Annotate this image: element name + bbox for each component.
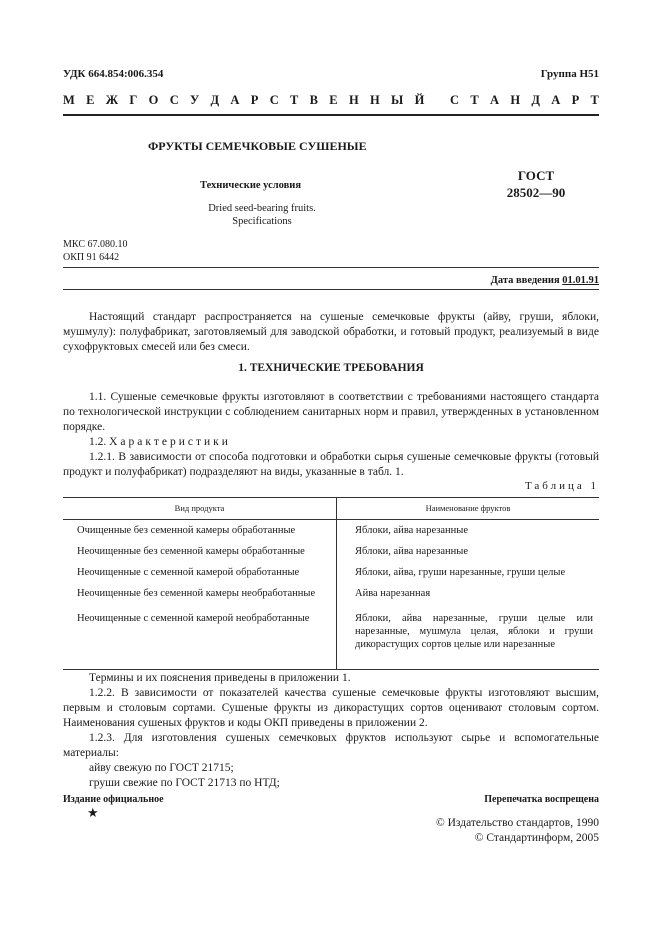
table-header-product-type: Вид продукта bbox=[63, 498, 337, 520]
section-heading-technical-requirements: 1. ТЕХНИЧЕСКИЕ ТРЕБОВАНИЯ bbox=[238, 362, 424, 374]
document-subtitle: Технические условия bbox=[200, 180, 302, 191]
table-caption: Таблица 1 bbox=[524, 480, 599, 492]
materials-list-item: груши свежие по ГОСТ 21713 по НТД; bbox=[89, 777, 280, 789]
paragraph-1-2-heading bbox=[63, 435, 599, 450]
table-header-fruit-name: Наименование фруктов bbox=[337, 498, 600, 520]
banner-letter: Г bbox=[129, 93, 138, 107]
interstate-standard-banner bbox=[63, 93, 599, 108]
table-row bbox=[63, 562, 599, 583]
banner-letter: А bbox=[490, 93, 500, 107]
banner-letter: В bbox=[309, 93, 318, 107]
banner-letter: Т bbox=[590, 93, 599, 107]
banner-letter: Е bbox=[86, 93, 95, 107]
banner-letter: Н bbox=[348, 93, 359, 107]
banner-letter: Е bbox=[329, 93, 338, 107]
intro-paragraph: Настоящий стандарт распространяется на сушеные семечковые фрукты (айву, груши, яблоки, мушмулу): полуфабрикат, заготовляемый для заводской обработки, и готовый продукт, реализуемый в виде сухофруктовых смесей или без смеси. bbox=[63, 311, 599, 353]
table-cell-fruit-name: Айва нарезанная bbox=[355, 588, 431, 599]
english-title-line2: Specifications bbox=[232, 216, 292, 227]
banner-letter: Ж bbox=[105, 93, 119, 107]
spaced-heading-word: Характеристики bbox=[109, 436, 231, 448]
english-title bbox=[197, 202, 327, 228]
paragraph-1-2-2: 1.2.2. В зависимости от показателей качества сушеные семечковые фрукты изготовляют высшим, первым и столовым сортами. Сушеные фрукты из дикорастущих сортов оценивают столовым сортом. Наименования сушеных фруктов и коды ОКП приведены в приложении 2. bbox=[63, 687, 599, 729]
banner-letter: А bbox=[551, 93, 561, 107]
banner-letter: У bbox=[190, 93, 200, 107]
copyright-2005: © Стандартинформ, 2005 bbox=[474, 832, 599, 844]
introduction-date bbox=[491, 275, 599, 286]
table-row bbox=[63, 583, 599, 604]
reprint-prohibited-label: Перепечатка воспрещена bbox=[484, 794, 599, 805]
table-cell-product-type: Неочищенные без семенной камеры необработанные bbox=[63, 583, 337, 604]
table-row bbox=[63, 604, 599, 670]
table-cell-product-type: Неочищенные с семенной камерой обработанные bbox=[63, 562, 337, 583]
paragraph-1-2-3: 1.2.3. Для изготовления сушеных семечковых фруктов используют сырье и вспомогательные материалы: bbox=[63, 732, 599, 759]
table-cell-fruit-name: Яблоки, айва, груши нарезанные, груши целые bbox=[355, 567, 566, 578]
table-row bbox=[63, 520, 599, 542]
table-cell-fruit-name: Яблоки, айва нарезанные bbox=[355, 546, 469, 557]
english-title-line1: Dried seed-bearing fruits. bbox=[208, 203, 316, 214]
table-cell-product-type: Неочищенные с семенной камерой необработанные bbox=[63, 604, 337, 670]
official-edition-label: Издание официальное bbox=[63, 794, 164, 805]
banner-letter bbox=[436, 93, 439, 108]
banner-letter: Н bbox=[369, 93, 380, 107]
gost-label: ГОСТ bbox=[517, 168, 555, 183]
group-code: Группа Н51 bbox=[540, 68, 599, 80]
banner-letter: Й bbox=[414, 93, 425, 107]
paragraph-terms: Термины и их пояснения приведены в приложении 1. bbox=[89, 672, 351, 684]
banner-letter: М bbox=[63, 93, 75, 107]
banner-letter: Н bbox=[510, 93, 521, 107]
okp-code: ОКП 91 6442 bbox=[63, 252, 120, 263]
introduction-date-value: 01.01.91 bbox=[562, 275, 599, 286]
banner-letter: С bbox=[169, 93, 179, 107]
materials-list-item: айву свежую по ГОСТ 21715; bbox=[89, 762, 234, 774]
banner-letter: О bbox=[148, 93, 159, 107]
table-cell-fruit-name: Яблоки, айва нарезанные, груши целые или нарезанные, мушмула целая, яблоки и груши дикорастущих сортов целые или нарезанные bbox=[337, 604, 600, 670]
banner-letter: С bbox=[269, 93, 279, 107]
paragraph-1-2-1: 1.2.1. В зависимости от способа подготовки и обработки сырья сушеные семечковые фрукты (готовый продукт и полуфабрикат) подразделяют на виды, указанные в табл. 1. bbox=[63, 451, 599, 478]
table-row bbox=[63, 541, 599, 562]
table-cell-product-type: Неочищенные без семенной камеры обработанные bbox=[63, 541, 337, 562]
banner-letter: Д bbox=[531, 93, 540, 107]
table-cell-product-type: Очищенные без семенной камеры обработанные bbox=[63, 520, 337, 542]
table-header-row bbox=[63, 498, 599, 520]
table-cell-fruit-name: Яблоки, айва нарезанные bbox=[355, 525, 469, 536]
banner-letter: А bbox=[230, 93, 240, 107]
banner-letter: Т bbox=[290, 93, 299, 107]
banner-letter: Т bbox=[470, 93, 479, 107]
header-rule bbox=[63, 114, 599, 116]
banner-letter: Р bbox=[571, 93, 580, 107]
title-rule bbox=[63, 267, 599, 268]
paragraph-1-1: 1.1. Сушеные семечковые фрукты изготовляют в соответствии с требованиями настоящего стандарта по технологической инструкции с соблюдением санитарных норм и правил, утвержденных в установленном порядке. bbox=[63, 391, 599, 433]
banner-letter: С bbox=[450, 93, 460, 107]
banner-letter: Д bbox=[210, 93, 220, 107]
copyright-1990: © Издательство стандартов, 1990 bbox=[435, 817, 599, 829]
document-title: ФРУКТЫ СЕМЕЧКОВЫЕ СУШЕНЫЕ bbox=[148, 139, 367, 153]
star-icon: ★ bbox=[87, 805, 99, 820]
table-1-product-types bbox=[63, 497, 599, 670]
gost-number: 28502—90 bbox=[506, 185, 566, 200]
banner-letter: Ы bbox=[391, 93, 404, 107]
gost-designation bbox=[496, 167, 576, 201]
date-rule bbox=[63, 289, 599, 290]
introduction-date-label: Дата введения bbox=[490, 275, 560, 286]
banner-letter: Р bbox=[250, 93, 259, 107]
paragraph-number: 1.2. bbox=[89, 436, 110, 448]
classification-codes bbox=[63, 238, 127, 264]
udk-code: УДК 664.854:006.354 bbox=[63, 68, 164, 80]
mks-code: МКС 67.080.10 bbox=[63, 239, 128, 250]
